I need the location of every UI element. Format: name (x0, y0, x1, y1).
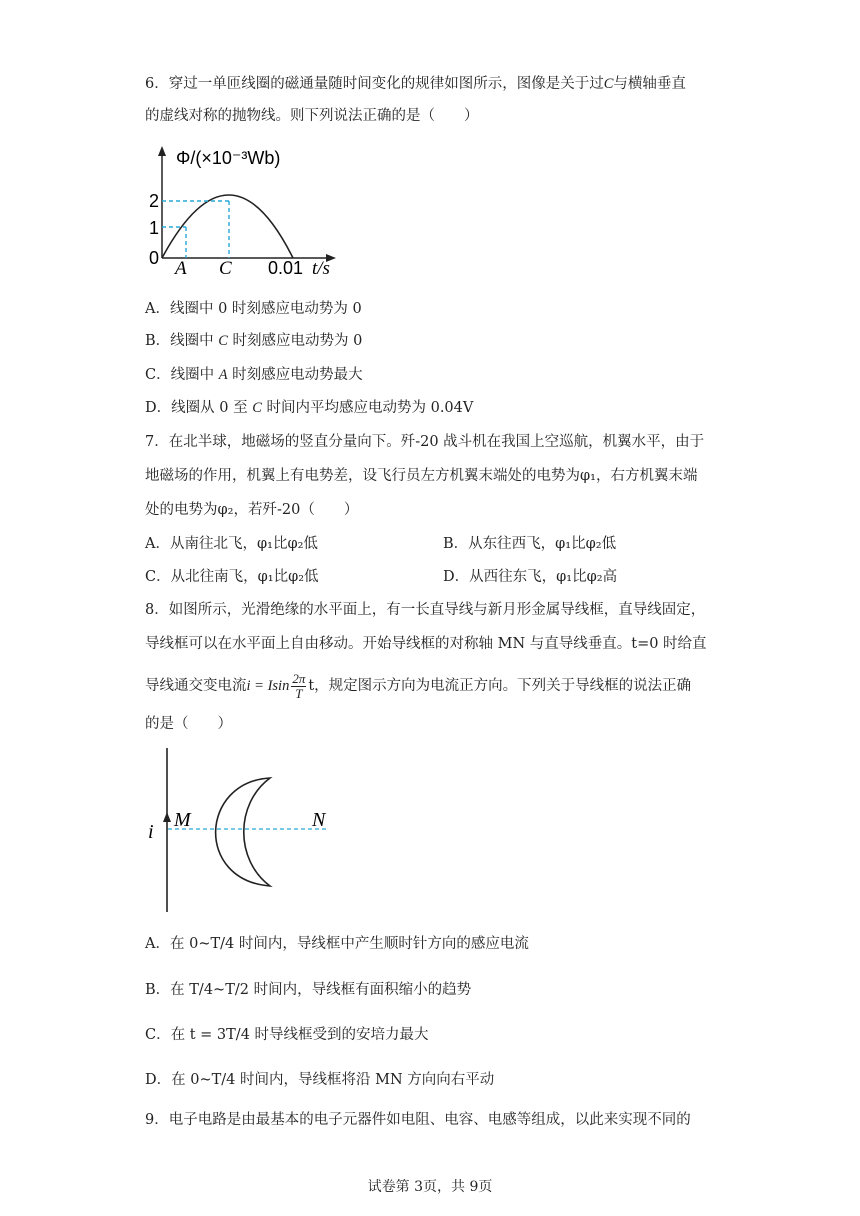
x-tick-C: C (219, 258, 232, 279)
y-tick-0: 0 (149, 248, 160, 268)
q6-stem-line2: 的虚线对称的抛物线。则下列说法正确的是（ ） (145, 108, 479, 124)
q6-option-d[interactable]: D．线圈从 0 至 C 时间内平均感应电动势为 0.04V (145, 400, 474, 416)
y-tick-2: 2 (149, 191, 160, 211)
q8-stem-line2: 导线框可以在水平面上自由移动。开始导线框的对称轴 MN 与直导线垂直。t=0 时给直 (145, 636, 707, 652)
q8-option-c[interactable]: C．在 t = 3T/4 时导线框受到的安培力最大 (145, 1027, 429, 1043)
x-tick-A: A (175, 258, 187, 279)
x-axis-label: t/s (312, 258, 330, 279)
q7-stem-line2: 地磁场的作用，机翼上有电势差，设飞行员左方机翼末端处的电势为φ₁，右方机翼末端 (145, 468, 698, 484)
y-axis-arrow (158, 146, 166, 156)
q6-option-a[interactable]: A．线圈中 0 时刻感应电动势为 0 (145, 301, 362, 317)
parabola-curve (162, 195, 293, 258)
q7-option-c[interactable]: C．从北往南飞，φ₁比φ₂低 (145, 569, 319, 585)
current-arrow-icon (163, 812, 171, 822)
q6-option-c[interactable]: C．线圈中 A 时刻感应电动势最大 (145, 367, 363, 383)
label-N: N (312, 809, 326, 831)
q8-option-b[interactable]: B．在 T/4~T/2 时间内，导线框有面积缩小的趋势 (145, 982, 472, 998)
y-axis-label: Φ/(×10⁻³Wb) (176, 148, 281, 168)
q7-option-a[interactable]: A．从南往北飞，φ₁比φ₂低 (145, 536, 318, 552)
page-footer: 试卷第 3页，共 9页 (367, 1179, 493, 1195)
q8-stem-line1: 8．如图所示，光滑绝缘的水平面上，有一长直导线与新月形金属导线框，直导线固定， (145, 602, 706, 618)
q7-option-b[interactable]: B．从东往西飞，φ₁比φ₂低 (443, 536, 617, 552)
q9-stem-line1: 9．电子电路是由最基本的电子元器件如电阻、电容、电感等组成，以此来实现不同的 (145, 1112, 691, 1128)
q8-stem-line4: 的是（ ） (145, 716, 232, 732)
q8-option-a[interactable]: A．在 0~T/4 时间内，导线框中产生顺时针方向的感应电流 (145, 936, 529, 952)
y-tick-1: 1 (149, 218, 160, 238)
q7-option-d[interactable]: D．从西往东飞，φ₁比φ₂高 (443, 569, 618, 585)
flux-time-graph (140, 140, 350, 280)
crescent-loop (216, 778, 270, 886)
q7-stem-line3: 处的电势为φ₂，若歼-20（ ） (145, 502, 359, 518)
q8-option-d[interactable]: D．在 0~T/4 时间内，导线框将沿 MN 方向向右平动 (145, 1072, 495, 1088)
x-tick-0.01: 0.01 (268, 258, 304, 278)
q6-option-b[interactable]: B．线圈中 C 时刻感应电动势为 0 (145, 333, 363, 349)
wire-loop-figure (140, 740, 340, 920)
label-i: i (148, 821, 154, 843)
q7-stem-line1: 7．在北半球，地磁场的竖直分量向下。歼-20 战斗机在我国上空巡航，机翼水平，由于 (145, 434, 705, 450)
q8-stem-line3: 导线通交变电流i = Isin $\frac{2\pi}{T}$ t，规定图示方向为电流正方向。下列关于导线框的说法正确 (145, 670, 692, 701)
q6-stem-line1: 6．穿过一单匝线圈的磁通量随时间变化的规律如图所示，图像是关于过C与横轴垂直 (145, 76, 686, 92)
label-M: M (174, 809, 191, 831)
